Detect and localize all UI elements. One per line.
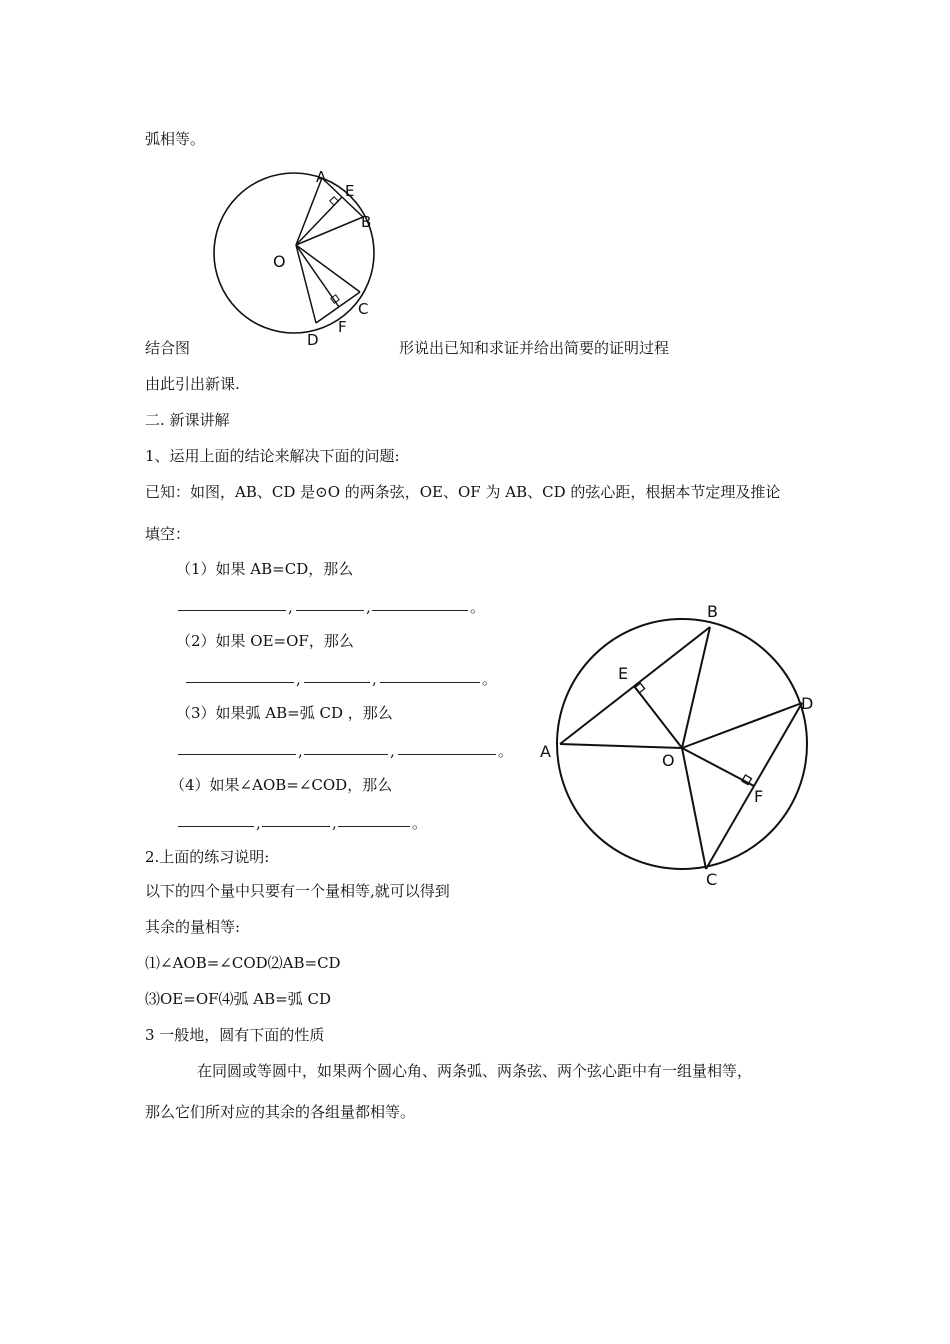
figure-2-radius-oc: [682, 748, 706, 869]
q1-comma-2: ,: [366, 598, 371, 616]
property-line-1: 在同圆或等圆中，如果两个圆心角、两条弧、两条弦、两个弦心距中有一组量相等，: [197, 1062, 753, 1080]
q1-blank-1[interactable]: [178, 610, 286, 611]
figure-1-label-b: B: [361, 213, 372, 231]
given-line-2: 填空：: [145, 525, 191, 543]
q2-blank-3[interactable]: [380, 682, 480, 683]
q4-blank-2[interactable]: [262, 826, 330, 827]
explain-line-2: 其余的量相等:: [145, 918, 241, 936]
figure-2-distance-of: [682, 748, 754, 786]
q1-blank-2[interactable]: [296, 610, 364, 611]
q3-blank-1[interactable]: [178, 754, 296, 755]
q3-period: 。: [498, 742, 514, 760]
figure-1-radius-ob: [296, 217, 363, 245]
property-line-2: 那么它们所对应的其余的各组量都相等。: [145, 1103, 416, 1121]
figure-2-label-d: D: [801, 694, 814, 713]
q2-period: 。: [482, 670, 498, 688]
q4-period: 。: [412, 814, 428, 832]
q4-blank-1[interactable]: [178, 826, 254, 827]
combine-text-left: 结合图: [145, 339, 191, 357]
q2-comma-2: ,: [372, 670, 377, 688]
figure-1-label-a: A: [316, 168, 327, 186]
figure-1-label-e: E: [345, 182, 355, 200]
q1-comma-1: ,: [288, 598, 293, 616]
q2-comma-1: ,: [296, 670, 301, 688]
figure-1-radius-oa: [296, 178, 322, 245]
figure-2-label-e: E: [618, 664, 629, 683]
figure-1-distance-of: [296, 245, 339, 307]
figure-2-distance-oe: [634, 686, 682, 748]
q3-comma-2: ,: [390, 742, 395, 760]
q3-comma-1: ,: [298, 742, 303, 760]
figure-2-label-f: F: [754, 787, 764, 806]
q4-comma-1: ,: [256, 814, 261, 832]
q1-period: 。: [470, 598, 486, 616]
quantities-line-2: ⑶OE=OF⑷弧 AB=弧 CD: [145, 990, 331, 1008]
figure-1-circle-diagram: [200, 165, 400, 355]
figure-2-radius-od: [682, 703, 802, 748]
section-heading: 二. 新课讲解: [145, 411, 230, 429]
figure-2-circle-diagram: [532, 590, 828, 906]
figure-2-label-c: C: [706, 870, 718, 889]
question-4: （4）如果∠AOB=∠COD，那么: [170, 776, 393, 794]
figure-1-label-d: D: [307, 331, 319, 349]
q4-comma-2: ,: [332, 814, 337, 832]
figure-2-label-b: B: [707, 602, 718, 621]
question-2: （2）如果 OE=OF，那么: [176, 632, 354, 650]
q3-blank-2[interactable]: [304, 754, 388, 755]
figure-1-label-c: C: [358, 300, 369, 318]
q3-blank-3[interactable]: [398, 754, 496, 755]
q4-blank-3[interactable]: [338, 826, 410, 827]
item-1-heading: 1、运用上面的结论来解决下面的问题:: [145, 447, 400, 465]
figure-1-label-f: F: [338, 318, 347, 336]
combine-text-right: 形说出已知和求证并给出简要的证明过程: [399, 339, 670, 357]
question-3: （3）如果弧 AB=弧 CD ，那么: [176, 704, 393, 722]
figure-1-right-angle-e: [330, 197, 338, 205]
item-3-heading: 3 一般地，圆有下面的性质: [145, 1026, 325, 1044]
given-line-1: 已知：如图，AB、CD 是⊙O 的两条弦，OE、OF 为 AB、CD 的弦心距，根据本节定理及推论: [145, 483, 781, 501]
figure-2-label-o: O: [662, 751, 675, 770]
figure-1-label-o: O: [273, 252, 286, 271]
intro-new-lesson: 由此引出新课.: [145, 375, 240, 393]
figure-2-radius-oa: [560, 744, 682, 748]
explain-line-1: 以下的四个量中只要有一个量相等,就可以得到: [145, 882, 450, 900]
q2-blank-2[interactable]: [304, 682, 370, 683]
q1-blank-3[interactable]: [372, 610, 468, 611]
q2-blank-1[interactable]: [186, 682, 294, 683]
item-2-heading: 2.上面的练习说明:: [145, 848, 270, 866]
figure-2-label-a: A: [540, 742, 551, 761]
quantities-line-1: ⑴∠AOB=∠COD⑵AB=CD: [145, 954, 341, 972]
top-line: 弧相等。: [145, 130, 206, 148]
question-1: （1）如果 AB=CD，那么: [176, 560, 354, 578]
